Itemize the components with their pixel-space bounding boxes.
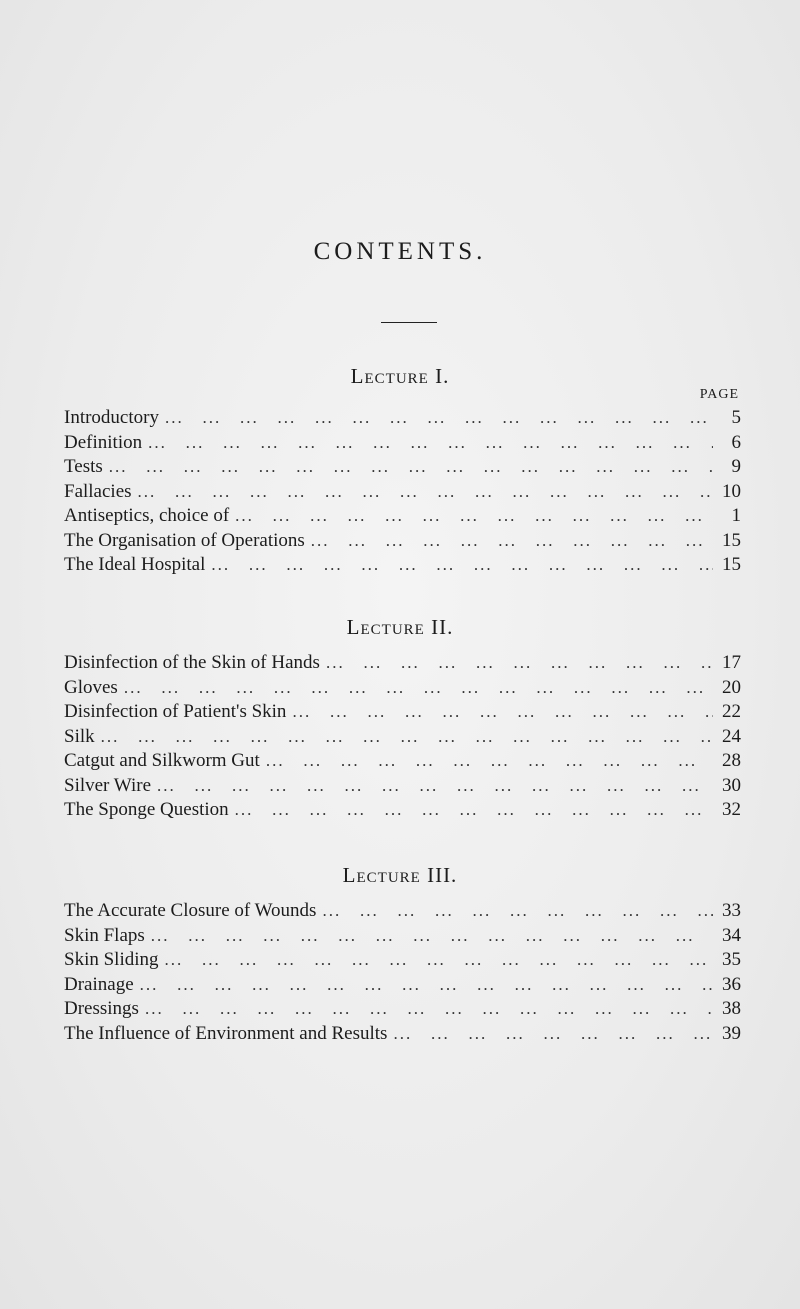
toc-entry	[64, 798, 741, 823]
entry-page: 34	[722, 924, 741, 946]
toc-entry	[64, 1022, 741, 1047]
dot-leader	[266, 749, 713, 774]
dot-leader	[235, 798, 713, 823]
dot-leader	[124, 676, 713, 701]
dot-leader	[109, 455, 713, 480]
entry-title: Drainage	[64, 973, 134, 995]
toc-entry	[64, 924, 741, 949]
entry-page: 30	[722, 774, 741, 796]
toc-entry	[64, 899, 741, 924]
toc-entry	[64, 973, 741, 998]
lecture-3-heading: Lecture III.	[342, 863, 458, 887]
entry-page: 10	[722, 480, 741, 502]
toc-entry	[64, 749, 741, 774]
toc-entry	[64, 725, 741, 750]
entry-title: The Sponge Question	[64, 799, 229, 820]
entry-page: 35	[722, 949, 741, 970]
toc-entry	[64, 553, 741, 578]
entry-title: Disinfection of Patient's Skin	[64, 701, 287, 722]
toc-entry	[64, 480, 741, 505]
dot-leader	[151, 924, 713, 949]
toc-entry	[64, 406, 741, 431]
title-rule	[381, 322, 437, 323]
dot-leader	[292, 700, 713, 725]
dot-leader	[140, 973, 713, 998]
toc-entry	[64, 651, 741, 676]
toc-entry	[64, 676, 741, 701]
entry-page: 38	[722, 998, 741, 1019]
entry-title: Fallacies	[64, 480, 132, 502]
dot-leader	[211, 553, 713, 578]
dot-leader	[148, 431, 713, 456]
dot-leader	[165, 406, 713, 431]
entry-title: The Influence of Environment and Results	[64, 1022, 388, 1044]
entry-title: Disinfection of the Skin of Hands	[64, 652, 320, 673]
entry-page: 1	[731, 505, 741, 526]
toc-entry	[64, 455, 741, 480]
entry-title: Skin Sliding	[64, 949, 159, 970]
lecture-1-entries	[64, 406, 741, 578]
toc-entry	[64, 700, 741, 725]
toc-entry	[64, 774, 741, 799]
dot-leader	[138, 480, 713, 505]
toc-entry	[64, 431, 741, 456]
entry-title: Gloves	[64, 676, 118, 698]
entry-page: 39	[722, 1022, 741, 1044]
entry-title: Introductory	[64, 407, 159, 428]
lecture-1-heading: Lecture I.	[350, 364, 450, 388]
entry-page: 36	[722, 973, 741, 995]
lecture-3-entries	[64, 899, 741, 1046]
dot-leader	[101, 725, 713, 750]
entry-page: 15	[722, 554, 741, 575]
entry-title: Dressings	[64, 998, 139, 1019]
entry-page: 33	[722, 900, 741, 921]
entry-page: 32	[722, 799, 741, 820]
entry-title: Skin Flaps	[64, 924, 145, 946]
entry-page: 9	[731, 456, 741, 477]
entry-page: 17	[722, 652, 741, 673]
toc-entry	[64, 504, 741, 529]
entry-title: The Ideal Hospital	[64, 554, 206, 575]
entry-title: Silver Wire	[64, 774, 152, 796]
lecture-2-heading: Lecture II.	[346, 615, 454, 639]
dot-leader	[165, 948, 714, 973]
dot-leader	[393, 1022, 713, 1047]
entry-title: Silk	[64, 725, 95, 747]
dot-leader	[235, 504, 713, 529]
toc-entry	[64, 997, 741, 1022]
entry-title: Antiseptics, choice of	[64, 505, 230, 526]
entry-page: 15	[722, 529, 741, 551]
entry-title: Definition	[64, 431, 143, 453]
dot-leader	[322, 899, 713, 924]
toc-entry	[64, 529, 741, 554]
dot-leader	[145, 997, 713, 1022]
dot-leader	[157, 774, 713, 799]
entry-page: 28	[722, 750, 741, 771]
dot-leader	[326, 651, 713, 676]
lecture-2-entries	[64, 651, 741, 823]
dot-leader	[311, 529, 713, 554]
toc-entry	[64, 948, 741, 973]
page-column-label: PAGE	[699, 387, 739, 402]
entry-title: Tests	[64, 456, 103, 477]
entry-page: 22	[722, 701, 741, 722]
entry-page: 24	[722, 725, 741, 747]
entry-page: 6	[731, 431, 741, 453]
page-title: CONTENTS.	[313, 238, 487, 265]
entry-title: The Accurate Closure of Wounds	[64, 900, 317, 921]
entry-page: 20	[722, 676, 741, 698]
entry-title: Catgut and Silkworm Gut	[64, 750, 260, 771]
entry-page: 5	[731, 407, 741, 428]
entry-title: The Organisation of Operations	[64, 529, 305, 551]
